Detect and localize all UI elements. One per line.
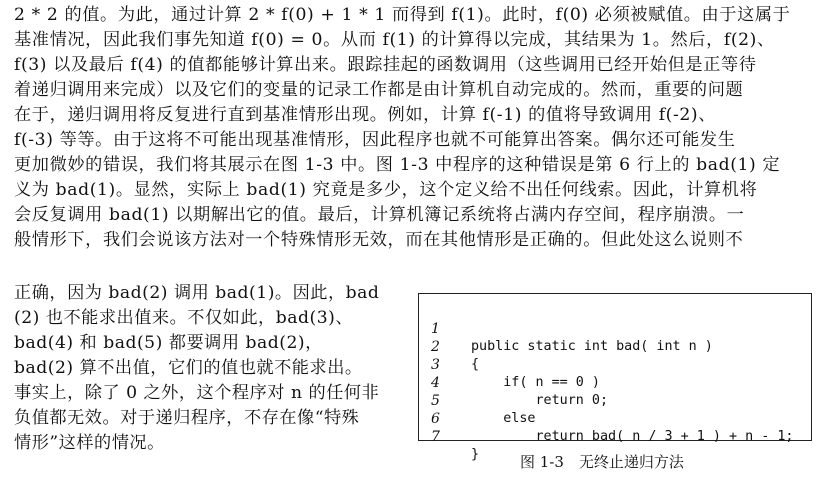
- code-text: public static int bad( int n ): [471, 339, 713, 354]
- paragraph-line: 义为 bad(1)。显然，实际上 bad(1) 究竟是多少，这个定义给不出任何线索。因此，计算机将: [14, 180, 758, 200]
- side-text-line: (2) 也不能求出值来。不仅如此，bad(3)、: [14, 308, 354, 328]
- code-text: return bad( n / 3 + 1 ) + n - 1;: [471, 429, 794, 444]
- paragraph-line: 在于，递归调用将反复进行直到基准情形出现。例如，计算 f(-1) 的值将导致调用 f(-2)、: [14, 105, 716, 125]
- paragraph-line: 2 * 2 的值。为此，通过计算 2 * f(0) + 1 * 1 而得到 f(1)。此时，f(0) 必须被赋值。由于这属于: [14, 5, 791, 25]
- line-number: 6: [431, 411, 440, 427]
- side-text-line: 正确，因为 bad(2) 调用 bad(1)。因此，bad: [14, 283, 380, 303]
- line-number: 1: [431, 321, 440, 337]
- paragraph-line: 基准情况，因此我们事先知道 f(0) = 0。从而 f(1) 的计算得以完成，其结果为 1。然后，f(2)、: [14, 30, 775, 50]
- code-text: }: [471, 447, 480, 462]
- figure-caption: 图 1-3 无终止递归方法: [520, 453, 684, 471]
- paragraph-line: 着递归调用来完成）以及它们的变量的记录工作都是由计算机自动完成的。然而，重要的问题: [14, 80, 744, 100]
- code-text: if( n == 0 ): [471, 375, 600, 390]
- line-number: 2: [431, 339, 440, 355]
- line-number: 7: [431, 429, 440, 445]
- line-number: 5: [431, 393, 440, 409]
- code-text: return 0;: [471, 393, 609, 408]
- line-number: 3: [431, 357, 440, 373]
- paragraph-line: f(-3) 等等。由于这将不可能出现基准情形，因此程序也就不可能算出答案。偶尔还可能发生: [14, 130, 736, 150]
- line-number: 4: [431, 375, 440, 391]
- code-text: else: [471, 411, 536, 426]
- side-text-line: 情形”这样的情况。: [14, 433, 165, 453]
- side-text-line: bad(2) 算不出值，它们的值也就不能求出。: [14, 358, 363, 378]
- side-text-line: 负值都无效。对于递归程序，不存在像“特殊: [14, 408, 360, 428]
- paragraph-line: 更加微妙的错误，我们将其展示在图 1-3 中。图 1-3 中程序的这种错误是第 6 行上的 bad(1) 定: [14, 155, 781, 175]
- code-line: [419, 410, 480, 482]
- side-text-line: 事实上，除了 0 之外，这个程序对 n 的任何非: [14, 383, 380, 403]
- side-text-line: bad(4) 和 bad(5) 都要调用 bad(2)，: [14, 333, 323, 353]
- paragraph-line: f(3) 以及最后 f(4) 的值都能够计算出来。跟踪挂起的函数调用（这些调用已经开始但是正等待: [14, 55, 757, 75]
- paragraph-line: 会反复调用 bad(1) 以期解出它的值。最后，计算机簿记系统将占满内存空间，程序崩溃。一: [14, 205, 745, 225]
- code-text: {: [471, 357, 480, 372]
- paragraph-line: 般情形下，我们会说该方法对一个特殊情形无效，而在其他情形是正确的。但此处这么说则不: [14, 230, 744, 250]
